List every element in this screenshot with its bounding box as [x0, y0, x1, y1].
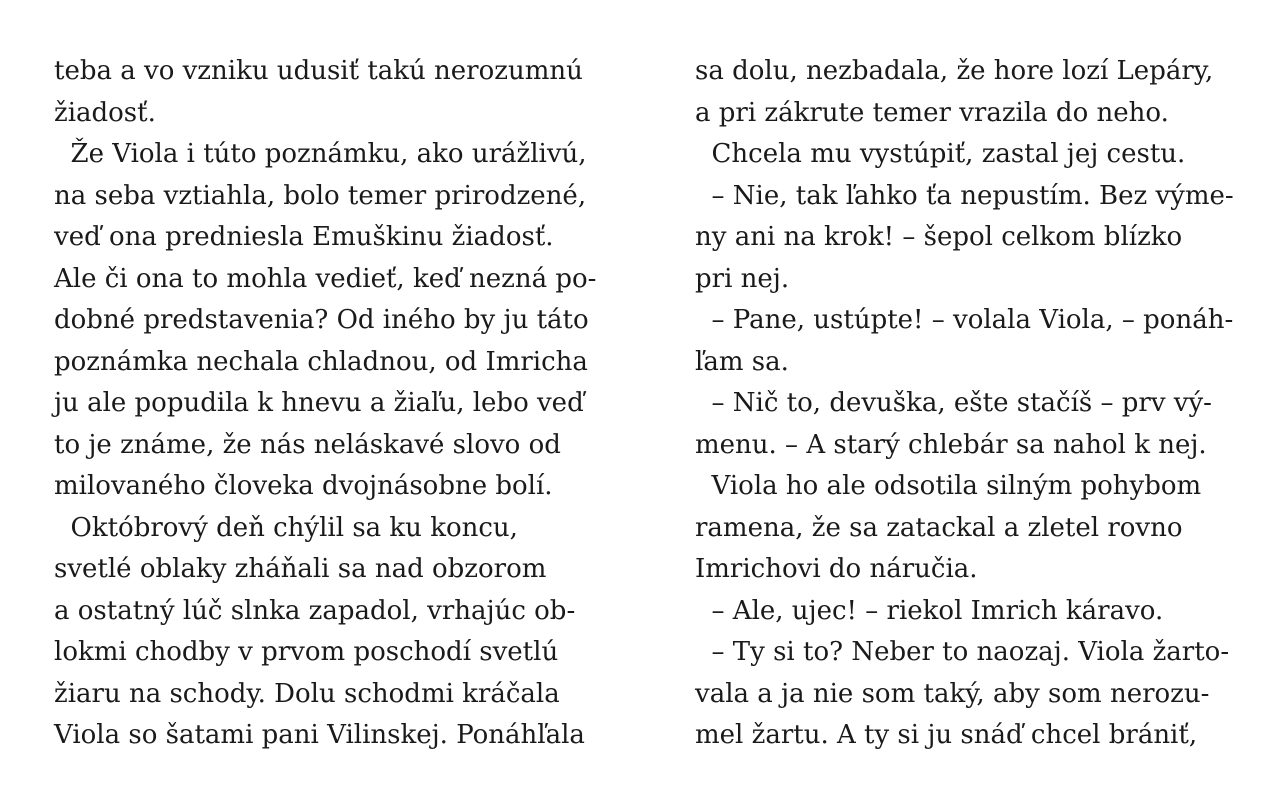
text-line: pri nej. — [695, 263, 790, 294]
text-line: svetlé oblaky zháňali sa nad obzorom — [54, 554, 547, 584]
text-line: ny ani na krok! – šepol celkom blízko — [695, 222, 1183, 252]
text-line: Chcela mu vystúpiť, zastal jej cestu. — [695, 139, 1186, 169]
text-line: menu. – A starý chlebár sa nahol k nej. — [695, 429, 1207, 460]
text-line: milovaného človeka dvojnásobne bolí. — [54, 471, 553, 501]
text-line: mel žartu. A ty si ju snáď chcel brániť, — [695, 720, 1198, 750]
text-line: sa dolu, nezbadala, že hore lozí Lepáry, — [695, 56, 1214, 86]
text-line: Ale či ona to mohla vedieť, keď nezná po- — [54, 263, 597, 294]
text-line: – Nie, tak ľahko ťa nepustím. Bez výme- — [695, 180, 1234, 211]
text-line: žiaru na schody. Dolu schodmi kráčala — [54, 678, 560, 709]
text-line: na seba vztiahla, bolo temer prirodzené, — [54, 180, 587, 211]
text-line: Viola ho ale odsotila silným pohybom — [695, 471, 1202, 501]
text-line: – Pane, ustúpte! – volala Viola, – ponáh- — [695, 305, 1234, 335]
text-line: – Nič to, devuška, ešte stačíš – prv vý- — [695, 388, 1212, 418]
text-line: žiadosť. — [54, 97, 156, 128]
text-line: – Ty si to? Neber to naozaj. Viola žarto- — [695, 637, 1230, 667]
text-line: teba a vo vzniku udusiť takú nerozumnú — [54, 56, 583, 86]
text-line: – Ale, ujec! – riekol Imrich káravo. — [695, 595, 1164, 626]
text-line: vala a ja nie som taký, aby som nerozu- — [695, 678, 1210, 709]
text-line: ramena, že sa zatackal a zletel rovno — [695, 512, 1183, 543]
text-line: Imrichovi do náručia. — [695, 554, 978, 584]
text-line: Viola so šatami pani Vilinskej. Ponáhľala — [54, 720, 585, 750]
text-line: lokmi chodby v prvom poschodí svetlú — [54, 637, 559, 667]
left-page — [54, 51, 597, 757]
text-line: veď ona predniesla Emuškinu žiadosť. — [54, 222, 554, 252]
text-line: a ostatný lúč slnka zapadol, vrhajúc ob- — [54, 595, 576, 626]
right-page — [695, 51, 1235, 757]
text-line: a pri zákrute temer vrazila do neho. — [695, 97, 1169, 128]
text-line: poznámka nechala chladnou, od Imricha — [54, 346, 588, 377]
text-line: dobné predstavenia? Od iného by ju táto — [54, 305, 589, 335]
text-line: to je známe, že nás neláskavé slovo od — [54, 429, 561, 460]
text-line: ľam sa. — [695, 346, 789, 377]
text-line: Októbrový deň chýlil sa ku koncu, — [54, 512, 518, 543]
text-line: Že Viola i túto poznámku, ako urážlivú, — [54, 139, 587, 169]
text-line: ju ale popudila k hnevu a žiaľu, lebo veď — [54, 388, 584, 418]
